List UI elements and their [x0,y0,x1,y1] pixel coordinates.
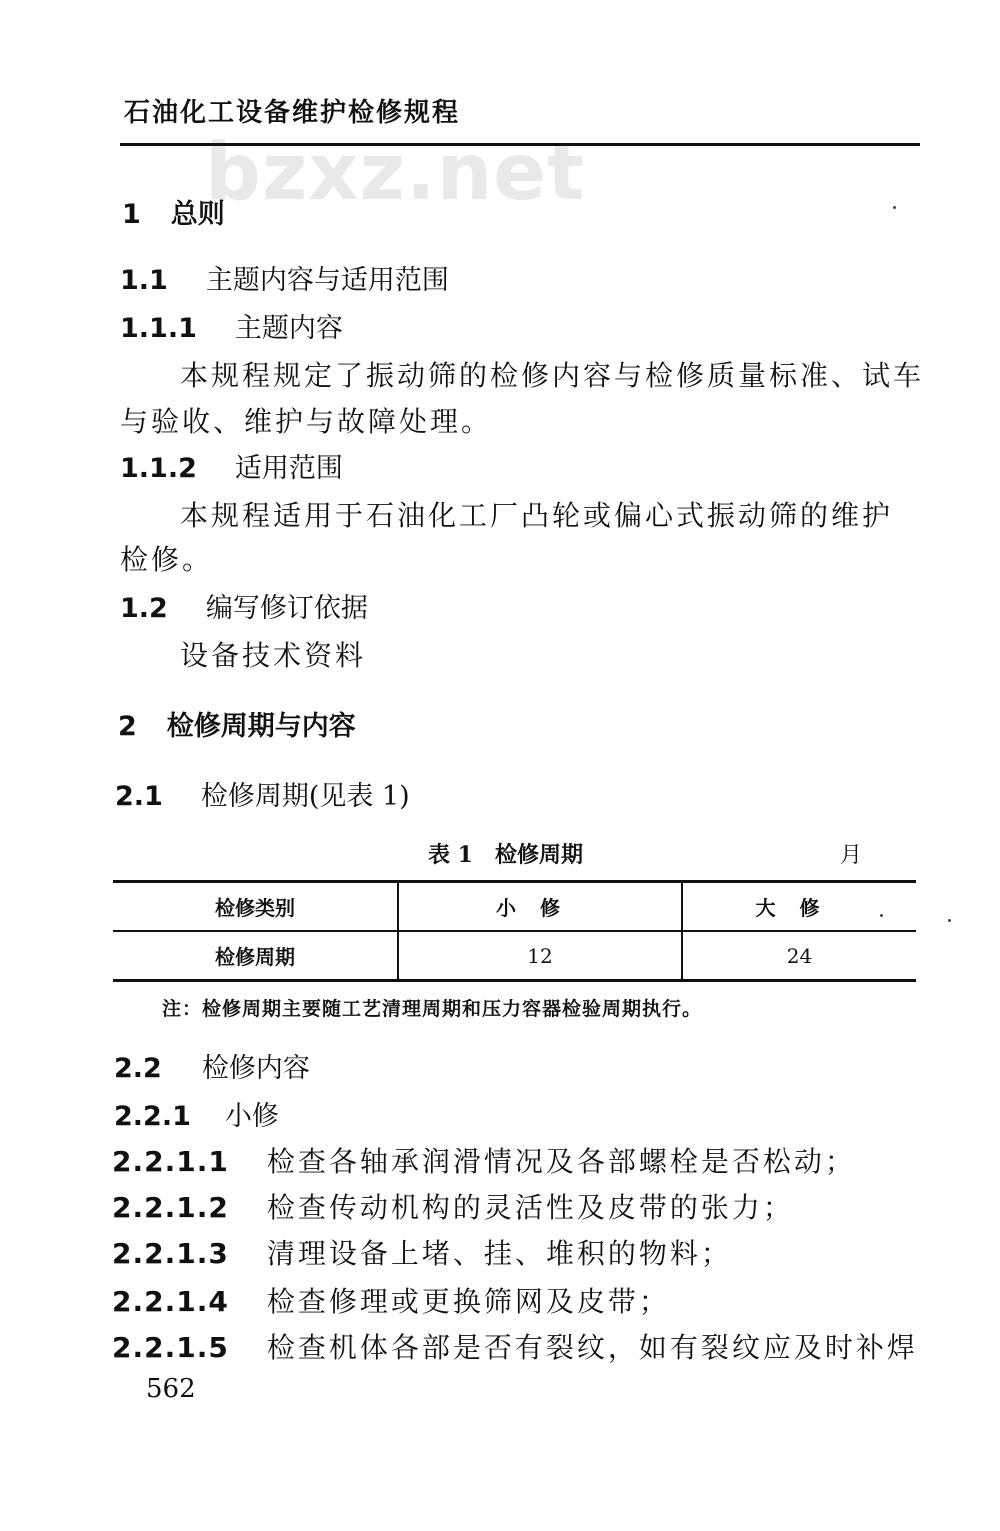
list-item [112,1280,670,1320]
item-text: 检查各轴承润滑情况及各部螺栓是否松动； [266,1145,856,1178]
section-title: 小修 [224,1101,279,1132]
section-title: 编写修订依据 [205,593,368,624]
paragraph-line: 本规程适用于石油化工厂凸轮或偏心式振动筛的维护 [180,499,894,532]
section-number: 2.2.1 [114,1101,191,1132]
section-number: 1.1.2 [120,453,197,484]
item-number: 2.2.1.2 [112,1191,229,1224]
section-1-1-heading [120,258,449,297]
section-2-1-heading [115,774,410,813]
section-2-2-1-heading [114,1094,279,1133]
table-cell: 检修周期 [113,931,398,981]
list-item [112,1140,856,1180]
section-title: 检修周期(见表 1) [200,781,410,812]
paragraph-line: 设备技术资料 [180,639,367,672]
table-cell: 检修类别 [113,882,398,932]
running-head: 石油化工设备维护检修规程 [124,98,461,128]
list-item [112,1326,918,1366]
section-title: 检修周期与内容 [166,711,356,742]
table-row [113,931,916,981]
scan-speck [948,919,951,922]
section-number: 2 [118,711,137,742]
table-note: 注：检修周期主要随工艺清理周期和压力容器检验周期执行。 [162,998,703,1020]
item-text: 清理设备上堵、挂、堆积的物料； [266,1237,732,1270]
list-item [112,1186,794,1226]
section-1-2-heading [120,586,368,625]
section-number: 2.2 [114,1053,162,1084]
section-number: 1.2 [120,593,168,624]
item-number: 2.2.1.1 [112,1145,229,1178]
section-1-1-2-heading [120,446,343,485]
table-cell: 24 [682,931,916,981]
scan-speck [880,914,883,917]
section-title: 主题内容与适用范围 [205,265,449,296]
paragraph-line: 与验收、维护与故障处理。 [120,405,493,438]
section-number: 1 [122,199,141,230]
section-2-2-heading [114,1046,310,1085]
header-rule [120,143,920,146]
table-cell: 大修 [682,882,916,932]
maintenance-cycle-table [113,880,916,982]
section-1-heading [122,192,225,231]
watermark: bzxz.net [205,128,586,218]
scan-speck [893,206,896,209]
page-number: 562 [146,1374,196,1404]
section-title: 总则 [170,199,225,230]
table-caption: 表 1 检修周期 [428,842,583,868]
table-cell: 12 [398,931,682,981]
item-number: 2.2.1.5 [112,1331,229,1364]
section-title: 适用范围 [234,453,343,484]
list-item [112,1232,732,1272]
item-number: 2.2.1.4 [112,1285,229,1318]
section-number: 1.1 [120,265,168,296]
paragraph-line: 检修。 [120,543,214,576]
table-cell: 小修 [398,882,682,932]
section-number: 2.1 [115,781,163,812]
section-title: 主题内容 [234,313,343,344]
paragraph-line: 本规程规定了振动筛的检修内容与检修质量标准、试车 [180,359,925,392]
section-number: 1.1.1 [120,313,197,344]
section-title: 检修内容 [201,1053,310,1084]
section-1-1-1-heading [120,306,343,345]
table-unit: 月 [840,843,863,868]
table-row [113,882,916,932]
item-text: 检查机体各部是否有裂纹，如有裂纹应及时补焊 [266,1331,918,1364]
item-number: 2.2.1.3 [112,1237,229,1270]
item-text: 检查修理或更换筛网及皮带； [266,1285,670,1318]
section-2-heading [118,704,356,743]
item-text: 检查传动机构的灵活性及皮带的张力； [266,1191,794,1224]
